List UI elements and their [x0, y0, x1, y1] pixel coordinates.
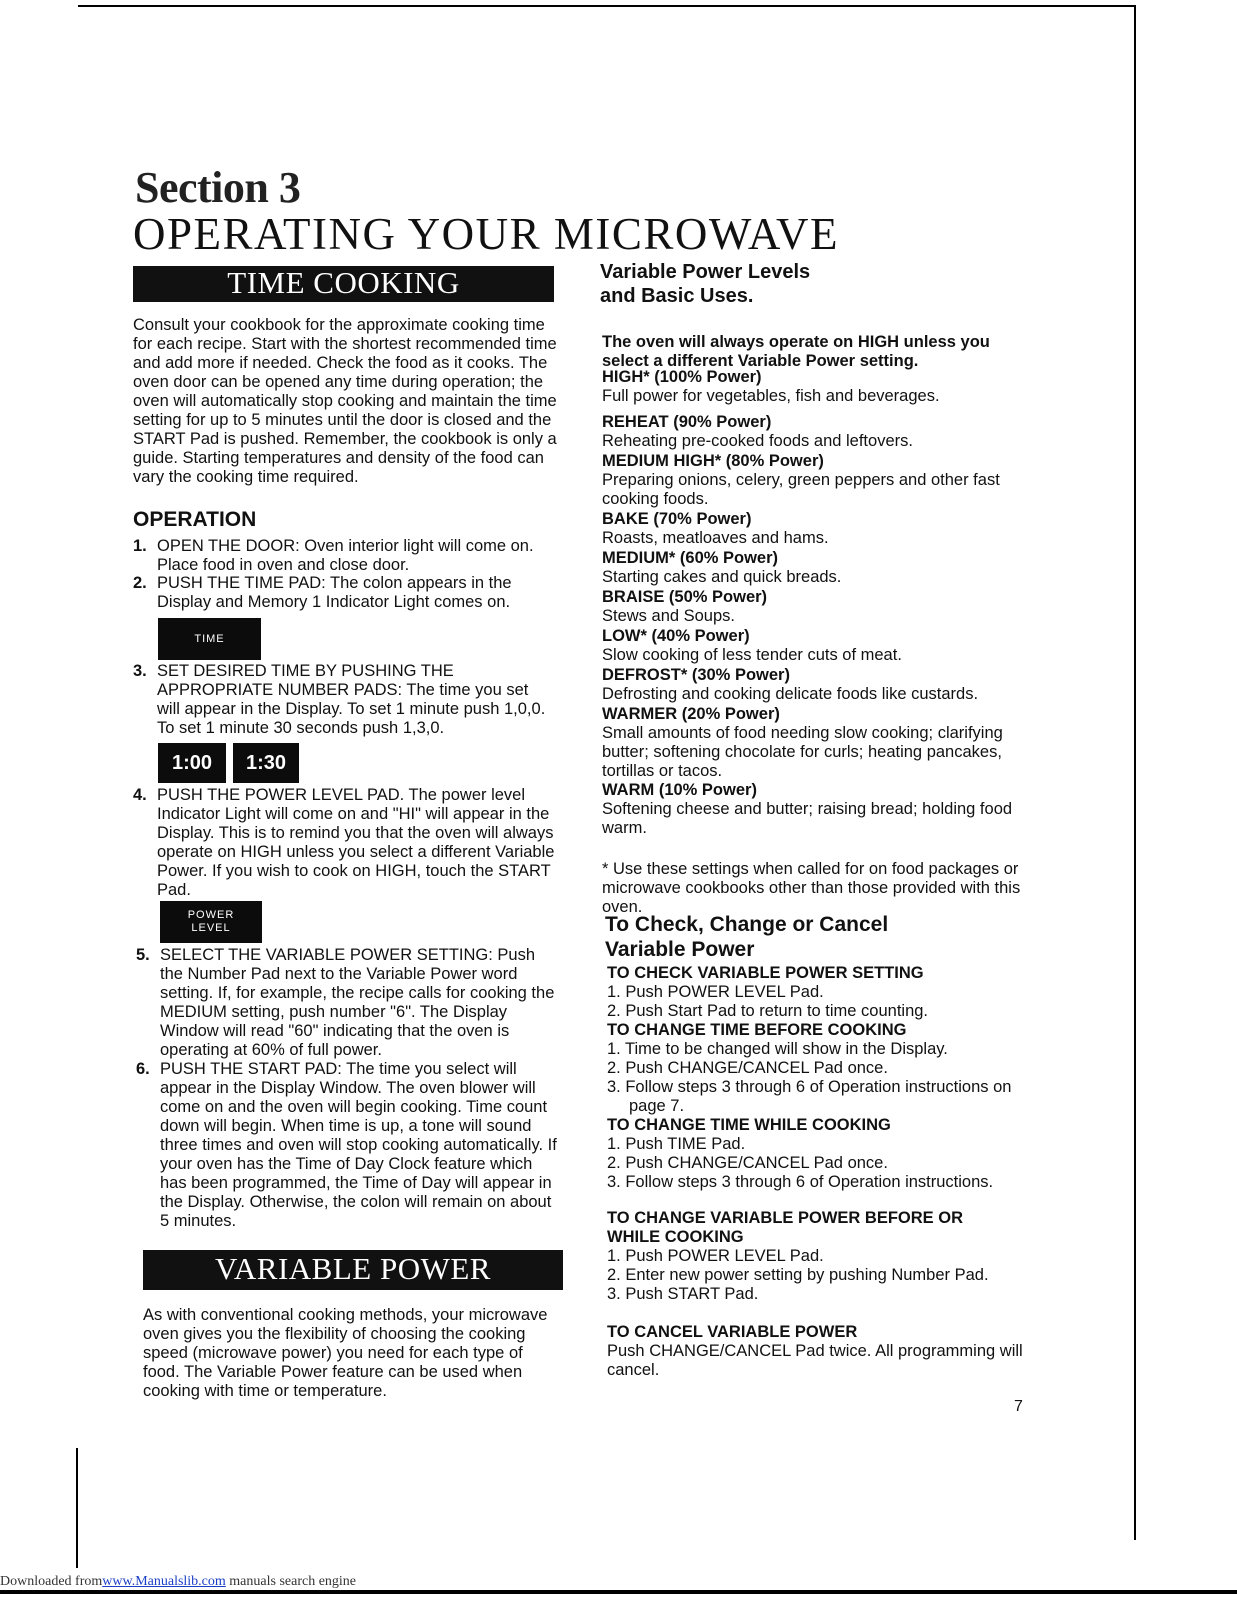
power-level-description: Softening cheese and butter; raising bread; holding food warm. — [602, 800, 1013, 837]
change-while-heading: TO CHANGE TIME WHILE COOKING — [607, 1116, 891, 1134]
footer-suffix: manuals search engine — [225, 1574, 357, 1589]
power-level-item — [602, 549, 1022, 587]
time-cooking-banner-text: TIME COOKING — [227, 265, 460, 300]
power-level-description: Stews and Soups. — [602, 607, 735, 625]
power-level-item — [602, 627, 1022, 665]
operation-heading: OPERATION — [133, 508, 257, 531]
change-variable-power-heading: TO CHANGE VARIABLE POWER BEFORE OR WHILE COOKING — [607, 1209, 963, 1246]
manualslib-link[interactable]: www.Manualslib.com — [102, 1574, 226, 1589]
time-cooking-intro — [133, 316, 558, 487]
variable-power-banner — [143, 1250, 563, 1290]
list-item: 1. Time to be changed will show in the Display. — [607, 1040, 948, 1058]
list-item: 2. Push Start Pad to return to time counting. — [607, 1002, 929, 1020]
list-item: 3. Follow steps 3 through 6 of Operation instructions. — [607, 1173, 994, 1191]
footer-prefix: Downloaded from — [0, 1574, 103, 1589]
bottom-border-rule — [0, 1590, 1237, 1594]
power-levels-footnote-text: * Use these settings when called for on food packages or microwave cookbooks other than those provided with this oven. — [602, 859, 1021, 916]
step-number: 4. — [133, 786, 147, 804]
step-number: 5. — [136, 946, 150, 964]
step-text: SELECT THE VARIABLE POWER SETTING: Push the Number Pad next to the Variable Power word setting. If, for example, the recipe calls for cooking the MEDIUM setting, push number "6". The Display Window will read "60" indicating that the oven is operating at 60% of full power. — [160, 946, 555, 1059]
page-number: 7 — [1014, 1398, 1023, 1415]
power-level-title: LOW* (40% Power) — [602, 627, 750, 645]
step-text: PUSH THE POWER LEVEL PAD. The power level Indicator Light will come on and "HI" will appear in the Display. This is to remind you that the oven will always operate on HIGH unless you select a different Variable Power. If you wish to cook on HIGH, touch the START Pad. — [157, 786, 555, 899]
power-level-description: Slow cooking of less tender cuts of meat. — [602, 646, 902, 664]
step-text: PUSH THE TIME PAD: The colon appears in the Display and Memory 1 Indicator Light comes on. — [157, 574, 512, 611]
cancel-variable-power-text: Push CHANGE/CANCEL Pad twice. All programming will cancel. — [607, 1342, 1023, 1379]
power-level-title: WARM (10% Power) — [602, 781, 757, 799]
left-binding-rule — [76, 1448, 78, 1568]
power-levels-heading-line2: and Basic Uses. — [600, 285, 754, 307]
power-level-item — [602, 666, 1022, 704]
check-change-heading-line2: Variable Power — [605, 938, 755, 961]
variable-power-intro-text: As with conventional cooking methods, your microwave oven gives you the flexibility of choosing the cooking speed (microwave power) you need for each type of food. The Variable Power feature can be used when cooking with time or temperature. — [143, 1306, 548, 1400]
check-change-heading — [605, 912, 888, 962]
check-setting-heading: TO CHECK VARIABLE POWER SETTING — [607, 964, 924, 982]
power-level-item — [602, 588, 1022, 626]
power-level-item — [602, 705, 1022, 781]
step-number: 1. — [133, 537, 147, 555]
power-level-title: REHEAT (90% Power) — [602, 413, 772, 431]
time-pad-icon — [158, 618, 261, 660]
power-level-item — [602, 452, 1022, 509]
list-item: 1. Push POWER LEVEL Pad. — [607, 983, 824, 1001]
time-cooking-intro-text: Consult your cookbook for the approximate cooking time for each recipe. Start with the shortest recommended time and add more if needed. Check the food as it cooks. The oven door can be opened any time during operation; the oven will automatically stop cooking and maintain the time setting for up to 5 minutes until the door is closed and the START Pad is pushed. Remember, the cookbook is only a guide. Starting temperatures and density of the food can vary the cooking time required. — [133, 316, 557, 486]
step-number: 6. — [136, 1060, 150, 1078]
power-level-item — [602, 413, 1022, 451]
step-text: PUSH THE START PAD: The time you select will appear in the Display Window. The oven blower will come on and the oven will begin cooking. Time count down will begin. When time is up, a tone will sound three times and oven will stop cooking automatically. If your oven has the Time of Day Clock feature which has been programmed, the Time of Day will appear in the Display. Otherwise, the colon will remain on about 5 minutes. — [160, 1060, 557, 1230]
power-level-title: DEFROST* (30% Power) — [602, 666, 790, 684]
power-level-description: Reheating pre-cooked foods and leftovers. — [602, 432, 913, 450]
list-item: 1. Push POWER LEVEL Pad. — [607, 1247, 824, 1265]
change-before-block — [607, 1021, 1027, 1116]
power-level-title: WARMER (20% Power) — [602, 705, 780, 723]
check-setting-block — [607, 964, 1027, 1021]
one-thirty-pad-label: 1:30 — [245, 751, 287, 774]
one-minute-pad-label: 1:00 — [171, 751, 213, 774]
one-minute-pad-icon — [158, 743, 226, 783]
power-level-description: Starting cakes and quick breads. — [602, 568, 842, 586]
power-level-pad-icon — [160, 901, 262, 943]
top-border-rule — [78, 5, 1136, 7]
power-level-title: BRAISE (50% Power) — [602, 588, 768, 606]
power-levels-heading — [600, 260, 810, 308]
change-variable-power-block — [607, 1209, 1002, 1304]
check-change-heading-line1: To Check, Change or Cancel — [605, 913, 889, 936]
power-levels-heading-line1: Variable Power Levels — [600, 261, 811, 283]
variable-power-banner-text: VARIABLE POWER — [215, 1251, 491, 1286]
download-footer — [0, 1574, 356, 1590]
power-level-item — [602, 368, 1022, 406]
cancel-variable-power-block — [607, 1323, 1027, 1380]
right-border-rule — [1134, 5, 1136, 1540]
power-level-title: MEDIUM HIGH* (80% Power) — [602, 452, 824, 470]
one-thirty-pad-icon — [233, 743, 299, 783]
power-level-description: Defrosting and cooking delicate foods like custards. — [602, 685, 979, 703]
power-level-pad-label-line2: LEVEL — [191, 922, 231, 934]
variable-power-intro — [143, 1306, 561, 1401]
power-level-title: BAKE (70% Power) — [602, 510, 752, 528]
list-item: 2. Push CHANGE/CANCEL Pad once. — [607, 1059, 888, 1077]
power-level-pad-label-line1: POWER — [187, 909, 235, 921]
power-level-description: Roasts, meatloaves and hams. — [602, 529, 829, 547]
section-label: Section 3 — [135, 163, 301, 212]
change-while-block — [607, 1116, 1027, 1192]
step-number: 2. — [133, 574, 147, 592]
power-level-description: Preparing onions, celery, green peppers and other fast cooking foods. — [602, 471, 1000, 508]
list-item: 3. Push START Pad. — [607, 1285, 759, 1303]
power-level-title: MEDIUM* (60% Power) — [602, 549, 779, 567]
time-cooking-banner — [133, 266, 554, 302]
power-level-description: Full power for vegetables, fish and beverages. — [602, 387, 940, 405]
step-text: SET DESIRED TIME BY PUSHING THE APPROPRIATE NUMBER PADS: The time you set will appear in the Display. To set 1 minute push 1,0,0. To set 1 minute 30 seconds push 1,3,0. — [157, 662, 546, 737]
page-title: OPERATING YOUR MICROWAVE — [133, 209, 840, 259]
list-item: 3. Follow steps 3 through 6 of Operation instructions on page 7. — [607, 1078, 1012, 1115]
change-before-heading: TO CHANGE TIME BEFORE COOKING — [607, 1021, 907, 1039]
step-text: OPEN THE DOOR: Oven interior light will come on. Place food in oven and close door. — [157, 537, 534, 574]
power-level-title: HIGH* (100% Power) — [602, 368, 762, 386]
list-item: 1. Push TIME Pad. — [607, 1135, 746, 1153]
list-item: 2. Push CHANGE/CANCEL Pad once. — [607, 1154, 888, 1172]
power-level-item — [602, 510, 1022, 548]
cancel-variable-power-heading: TO CANCEL VARIABLE POWER — [607, 1323, 858, 1341]
power-level-item — [602, 781, 1022, 838]
step-number: 3. — [133, 662, 147, 680]
list-item: 2. Enter new power setting by pushing Number Pad. — [607, 1266, 989, 1284]
time-pad-label: TIME — [194, 632, 225, 645]
power-level-description: Small amounts of food needing slow cooking; clarifying butter; softening chocolate for curls; heating pancakes, tortillas or tacos. — [602, 724, 1003, 780]
high-default-note-text: The oven will always operate on HIGH unless you select a different Variable Power setting. — [602, 332, 990, 370]
